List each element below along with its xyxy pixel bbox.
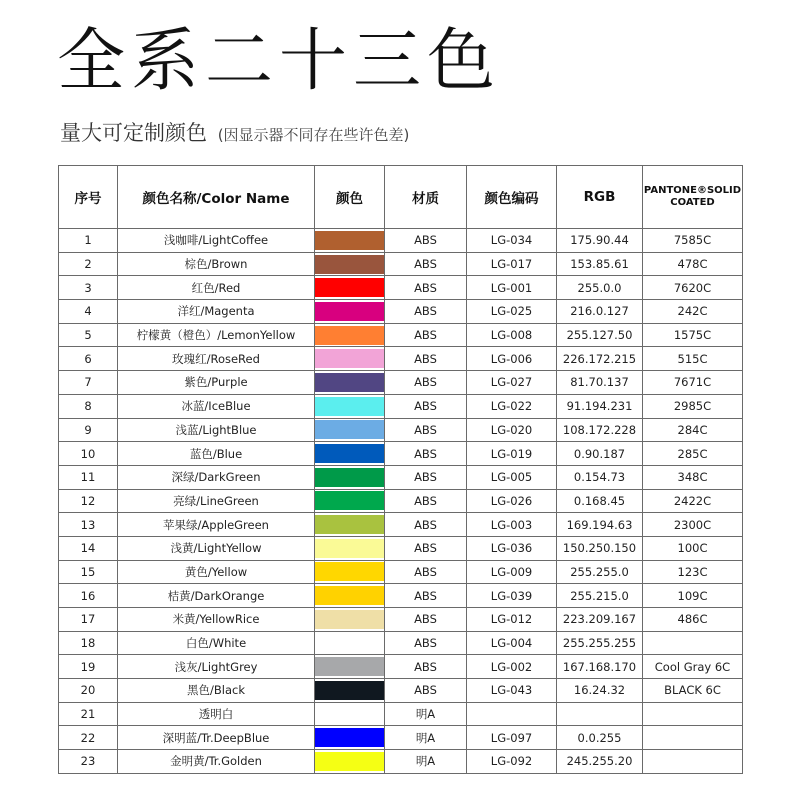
pantone-code: 486C: [643, 608, 743, 632]
color-code: LG-001: [467, 276, 557, 300]
material: ABS: [385, 394, 467, 418]
pantone-code: BLACK 6C: [643, 679, 743, 703]
color-swatch-cell: [315, 560, 385, 584]
row-index: 14: [59, 536, 118, 560]
rgb-value: 108.172.228: [557, 418, 643, 442]
row-index: 23: [59, 750, 118, 774]
row-index: 11: [59, 465, 118, 489]
pantone-code: 1575C: [643, 323, 743, 347]
color-swatch-cell: [315, 726, 385, 750]
color-swatch: [315, 468, 384, 487]
color-swatch: [315, 634, 384, 653]
color-swatch-cell: [315, 536, 385, 560]
pantone-code: 348C: [643, 465, 743, 489]
table-row: [59, 608, 743, 632]
rgb-value: 255.255.0: [557, 560, 643, 584]
color-swatch-cell: [315, 229, 385, 253]
row-index: 5: [59, 323, 118, 347]
color-swatch: [315, 255, 384, 274]
color-swatch: [315, 657, 384, 676]
pantone-code: 100C: [643, 536, 743, 560]
row-index: 2: [59, 252, 118, 276]
color-code: LG-022: [467, 394, 557, 418]
row-index: 13: [59, 513, 118, 537]
row-index: 16: [59, 584, 118, 608]
rgb-value: 255.127.50: [557, 323, 643, 347]
color-code: LG-012: [467, 608, 557, 632]
color-swatch-cell: [315, 252, 385, 276]
table-row: [59, 679, 743, 703]
table-row: [59, 465, 743, 489]
material: ABS: [385, 276, 467, 300]
pantone-code: 123C: [643, 560, 743, 584]
rgb-value: 150.250.150: [557, 536, 643, 560]
table-row: [59, 252, 743, 276]
rgb-value: 169.194.63: [557, 513, 643, 537]
pantone-code: 284C: [643, 418, 743, 442]
table-row: [59, 536, 743, 560]
color-table-body: [59, 229, 743, 774]
material: ABS: [385, 679, 467, 703]
rgb-value: 175.90.44: [557, 229, 643, 253]
rgb-value: [557, 702, 643, 726]
material: ABS: [385, 229, 467, 253]
color-swatch: [315, 562, 384, 581]
row-index: 3: [59, 276, 118, 300]
color-name: 深绿/DarkGreen: [118, 465, 315, 489]
color-swatch-cell: [315, 394, 385, 418]
row-index: 8: [59, 394, 118, 418]
color-name: 深明蓝/Tr.DeepBlue: [118, 726, 315, 750]
pantone-code: 2985C: [643, 394, 743, 418]
color-code: LG-026: [467, 489, 557, 513]
rgb-value: 153.85.61: [557, 252, 643, 276]
color-swatch: [315, 278, 384, 297]
material: 明A: [385, 726, 467, 750]
material: ABS: [385, 465, 467, 489]
color-name: 浅黄/LightYellow: [118, 536, 315, 560]
row-index: 7: [59, 371, 118, 395]
page-title: 全系二十三色: [57, 22, 502, 101]
material: ABS: [385, 252, 467, 276]
color-name: 黑色/Black: [118, 679, 315, 703]
material: ABS: [385, 655, 467, 679]
header-index: 序号: [59, 166, 118, 229]
color-swatch-cell: [315, 584, 385, 608]
color-swatch: [315, 444, 384, 463]
material: ABS: [385, 536, 467, 560]
pantone-code: 109C: [643, 584, 743, 608]
color-swatch: [315, 231, 384, 250]
color-swatch-cell: [315, 489, 385, 513]
color-name: 苹果绿/AppleGreen: [118, 513, 315, 537]
rgb-value: 0.168.45: [557, 489, 643, 513]
color-code: LG-017: [467, 252, 557, 276]
table-row: [59, 347, 743, 371]
row-index: 12: [59, 489, 118, 513]
rgb-value: 167.168.170: [557, 655, 643, 679]
color-name: 冰蓝/IceBlue: [118, 394, 315, 418]
color-swatch: [315, 302, 384, 321]
row-index: 4: [59, 300, 118, 324]
subtitle-main: 量大可定制颜色: [60, 121, 207, 145]
color-name: 透明白: [118, 702, 315, 726]
color-swatch-cell: [315, 442, 385, 466]
pantone-code: 2300C: [643, 513, 743, 537]
table-row: [59, 489, 743, 513]
row-index: 10: [59, 442, 118, 466]
color-code: LG-005: [467, 465, 557, 489]
color-swatch-cell: [315, 750, 385, 774]
color-name: 白色/White: [118, 631, 315, 655]
rgb-value: 0.154.73: [557, 465, 643, 489]
pantone-code: 7671C: [643, 371, 743, 395]
color-swatch: [315, 610, 384, 629]
table-row: [59, 276, 743, 300]
row-index: 22: [59, 726, 118, 750]
color-code: LG-004: [467, 631, 557, 655]
color-code: LG-006: [467, 347, 557, 371]
row-index: 1: [59, 229, 118, 253]
color-name: 洋红/Magenta: [118, 300, 315, 324]
color-name: 蓝色/Blue: [118, 442, 315, 466]
color-swatch-cell: [315, 702, 385, 726]
color-name: 亮绿/LineGreen: [118, 489, 315, 513]
color-code: LG-009: [467, 560, 557, 584]
material: ABS: [385, 347, 467, 371]
color-swatch-cell: [315, 323, 385, 347]
color-name: 棕色/Brown: [118, 252, 315, 276]
header-color-name: 颜色名称/Color Name: [118, 166, 315, 229]
row-index: 17: [59, 608, 118, 632]
color-swatch: [315, 397, 384, 416]
color-code: LG-020: [467, 418, 557, 442]
pantone-code: [643, 702, 743, 726]
color-swatch: [315, 705, 384, 724]
header-pantone: PANTONE®SOLID COATED: [643, 166, 743, 229]
rgb-value: 245.255.20: [557, 750, 643, 774]
row-index: 6: [59, 347, 118, 371]
color-name: 桔黄/DarkOrange: [118, 584, 315, 608]
material: ABS: [385, 489, 467, 513]
color-swatch-cell: [315, 300, 385, 324]
color-code: LG-002: [467, 655, 557, 679]
color-name: 红色/Red: [118, 276, 315, 300]
color-swatch-cell: [315, 276, 385, 300]
header-color-code: 颜色编码: [467, 166, 557, 229]
row-index: 19: [59, 655, 118, 679]
table-row: [59, 726, 743, 750]
color-swatch: [315, 586, 384, 605]
table-row: [59, 560, 743, 584]
color-swatch-cell: [315, 418, 385, 442]
material: ABS: [385, 608, 467, 632]
color-swatch: [315, 752, 384, 771]
rgb-value: 226.172.215: [557, 347, 643, 371]
pantone-code: 515C: [643, 347, 743, 371]
material: ABS: [385, 584, 467, 608]
rgb-value: 0.0.255: [557, 726, 643, 750]
material: 明A: [385, 750, 467, 774]
color-name: 米黄/YellowRice: [118, 608, 315, 632]
color-name: 浅蓝/LightBlue: [118, 418, 315, 442]
color-code: LG-043: [467, 679, 557, 703]
rgb-value: 16.24.32: [557, 679, 643, 703]
row-index: 18: [59, 631, 118, 655]
pantone-code: 2422C: [643, 489, 743, 513]
color-swatch-cell: [315, 679, 385, 703]
header-rgb: RGB: [557, 166, 643, 229]
color-swatch-cell: [315, 465, 385, 489]
material: ABS: [385, 560, 467, 584]
table-row: [59, 631, 743, 655]
color-swatch-cell: [315, 513, 385, 537]
rgb-value: 255.215.0: [557, 584, 643, 608]
pantone-code: [643, 750, 743, 774]
color-name: 玫瑰红/RoseRed: [118, 347, 315, 371]
pantone-code: 7585C: [643, 229, 743, 253]
color-swatch: [315, 515, 384, 534]
color-code: LG-039: [467, 584, 557, 608]
rgb-value: 255.255.255: [557, 631, 643, 655]
color-table: [58, 165, 743, 774]
table-row: [59, 584, 743, 608]
header-color-swatch: 颜色: [315, 166, 385, 229]
pantone-code: 7620C: [643, 276, 743, 300]
color-code: LG-019: [467, 442, 557, 466]
pantone-code: Cool Gray 6C: [643, 655, 743, 679]
color-code: LG-034: [467, 229, 557, 253]
row-index: 21: [59, 702, 118, 726]
color-code: LG-036: [467, 536, 557, 560]
table-row: [59, 371, 743, 395]
material: ABS: [385, 323, 467, 347]
row-index: 15: [59, 560, 118, 584]
color-swatch: [315, 539, 384, 558]
color-swatch: [315, 420, 384, 439]
rgb-value: 91.194.231: [557, 394, 643, 418]
table-row: [59, 655, 743, 679]
pantone-code: [643, 726, 743, 750]
table-row: [59, 394, 743, 418]
color-swatch: [315, 326, 384, 345]
material: ABS: [385, 300, 467, 324]
subtitle-note: (因显示器不同存在些许色差): [217, 126, 410, 144]
color-name: 金明黄/Tr.Golden: [118, 750, 315, 774]
table-row: [59, 300, 743, 324]
material: 明A: [385, 702, 467, 726]
color-swatch: [315, 491, 384, 510]
color-swatch: [315, 728, 384, 747]
material: ABS: [385, 442, 467, 466]
color-code: LG-003: [467, 513, 557, 537]
table-row: [59, 513, 743, 537]
color-swatch-cell: [315, 655, 385, 679]
material: ABS: [385, 631, 467, 655]
material: ABS: [385, 418, 467, 442]
color-name: 柠檬黄（橙色）/LemonYellow: [118, 323, 315, 347]
rgb-value: 216.0.127: [557, 300, 643, 324]
table-row: [59, 323, 743, 347]
material: ABS: [385, 513, 467, 537]
color-code: [467, 702, 557, 726]
pantone-code: 285C: [643, 442, 743, 466]
page-subtitle: [60, 118, 409, 150]
table-row: [59, 229, 743, 253]
color-swatch: [315, 681, 384, 700]
color-code: LG-027: [467, 371, 557, 395]
color-code: LG-092: [467, 750, 557, 774]
color-swatch: [315, 349, 384, 368]
header-material: 材质: [385, 166, 467, 229]
color-code: LG-025: [467, 300, 557, 324]
color-name: 黄色/Yellow: [118, 560, 315, 584]
color-code: LG-097: [467, 726, 557, 750]
pantone-code: [643, 631, 743, 655]
row-index: 20: [59, 679, 118, 703]
table-header-row: [59, 166, 743, 229]
material: ABS: [385, 371, 467, 395]
rgb-value: 255.0.0: [557, 276, 643, 300]
table-row: [59, 750, 743, 774]
row-index: 9: [59, 418, 118, 442]
table-row: [59, 442, 743, 466]
color-name: 紫色/Purple: [118, 371, 315, 395]
color-swatch: [315, 373, 384, 392]
table-row: [59, 418, 743, 442]
color-name: 浅灰/LightGrey: [118, 655, 315, 679]
pantone-code: 242C: [643, 300, 743, 324]
table-row: [59, 702, 743, 726]
rgb-value: 81.70.137: [557, 371, 643, 395]
color-code: LG-008: [467, 323, 557, 347]
color-swatch-cell: [315, 608, 385, 632]
color-swatch-cell: [315, 347, 385, 371]
pantone-code: 478C: [643, 252, 743, 276]
rgb-value: 223.209.167: [557, 608, 643, 632]
rgb-value: 0.90.187: [557, 442, 643, 466]
color-swatch-cell: [315, 371, 385, 395]
color-name: 浅咖啡/LightCoffee: [118, 229, 315, 253]
color-swatch-cell: [315, 631, 385, 655]
